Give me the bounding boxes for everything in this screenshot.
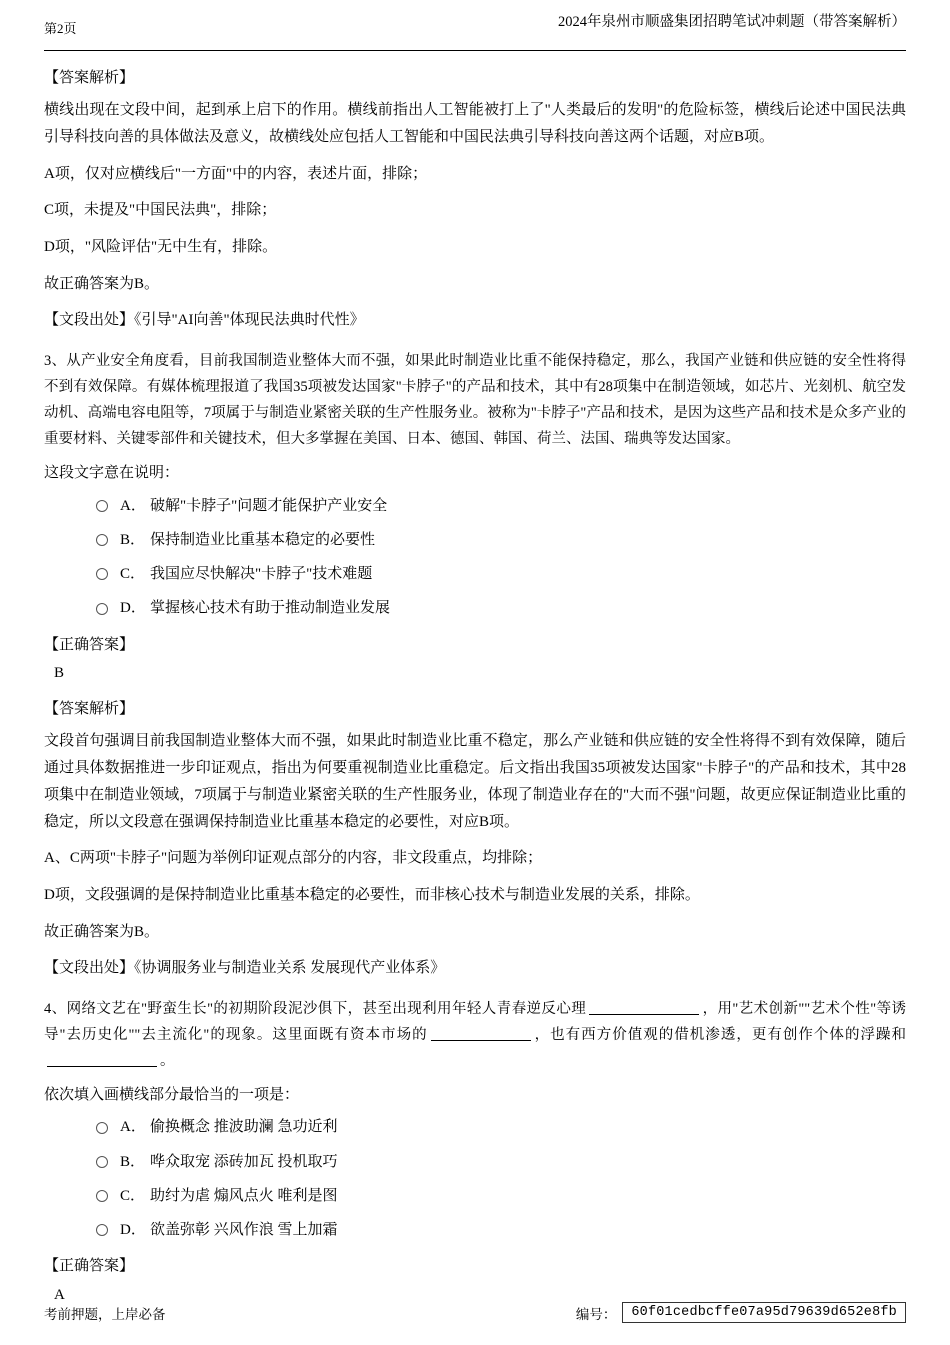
radio-icon[interactable] [96, 1190, 108, 1202]
question-4-answer-label: 【正确答案】 [44, 1258, 135, 1275]
page-number: 第2页 [44, 20, 77, 36]
radio-icon[interactable] [96, 1156, 108, 1168]
question-3-prompt: 这段文字意在说明： [44, 465, 180, 481]
question-4-stem-part-4: 。 [160, 1052, 175, 1069]
option-text: 破解"卡脖子"问题才能保护产业安全 [150, 497, 388, 514]
document-title: 2024年泉州市顺盛集团招聘笔试冲刺题（带答案解析） [558, 14, 906, 30]
analysis-paragraph-1: 横线出现在文段中间，起到承上启下的作用。横线前指出人工智能被打上了"人类最后的发明"的危险标签，横线后论述中国民法典引导科技向善的具体做法及意义，故横线处应包括人工智能和中国民法典引导科技向善这两个话题，对应B项。 [44, 102, 906, 145]
option-letter: A． [120, 1119, 146, 1136]
question-4-option-b[interactable] [44, 1149, 906, 1175]
option-letter: C． [120, 566, 146, 583]
header-divider [44, 50, 906, 51]
page-header [44, 0, 906, 44]
option-text: 我国应尽快解决"卡脖子"技术难题 [150, 566, 373, 583]
question-3-option-c[interactable] [44, 561, 906, 587]
question-4-stem-part-2: ，用"艺术创新""艺术个性"等诱导"去历史化""去主流化"的现象。这里面既有资本市场的 [44, 1000, 906, 1043]
analysis-paragraph-3: C项，未提及"中国民法典"，排除； [44, 202, 277, 219]
footer-code [576, 1302, 906, 1323]
radio-icon[interactable] [96, 1224, 108, 1236]
question-3-option-d[interactable] [44, 595, 906, 621]
question-3-analysis-conclusion: 故正确答案为B。 [44, 923, 160, 940]
fill-blank-1 [589, 1014, 699, 1015]
analysis-conclusion-1: 故正确答案为B。 [44, 275, 160, 292]
page-footer [44, 1302, 906, 1323]
document-content [44, 65, 906, 1308]
question-4-option-d[interactable] [44, 1217, 906, 1243]
analysis-paragraph-4: D项，"风险评估"无中生有，排除。 [44, 239, 278, 255]
question-4-stem-part-3: ，也有西方价值观的借机渗透，更有创作个体的浮躁和 [533, 1026, 906, 1043]
option-letter: C． [120, 1187, 146, 1204]
footer-note: 考前押题，上岸必备 [44, 1306, 166, 1322]
option-text: 助纣为虐 煽风点火 唯利是图 [150, 1187, 338, 1204]
option-text: 偷换概念 推波助澜 急功近利 [150, 1119, 338, 1136]
radio-icon[interactable] [96, 603, 108, 615]
option-letter: D． [120, 600, 146, 617]
question-3-analysis-label: 【答案解析】 [44, 701, 135, 718]
radio-icon[interactable] [96, 500, 108, 512]
question-3-analysis-paragraph-1: 文段首句强调目前我国制造业整体大而不强，如果此时制造业比重不稳定，那么产业链和供应链的安全性将得不到有效保障，随后通过具体数据推进一步印证观点，指出为何要重视制造业比重稳定。后文指出我国35项被发达国家"卡脖子"的产品和技术，其中28项集中在制造业领域，7项属于与制造业紧密关联的生产性服务业，体现了制造业存在的"大而不强"问题，故更应保证制造业比重的稳定，所以文段意在强调保持制造业比重基本稳定的必要性，对应B项。 [44, 733, 906, 830]
question-3-option-b[interactable] [44, 527, 906, 553]
source-reference-2: 【文段出处】《协调服务业与制造业关系 发展现代产业体系》 [44, 960, 446, 977]
question-4-options [44, 1114, 906, 1243]
question-4-stem-part-1: 4、网络文艺在"野蛮生长"的初期阶段泥沙俱下，甚至出现利用年轻人青春逆反心理 [44, 1000, 587, 1017]
fill-blank-3 [47, 1066, 157, 1067]
question-3-stem: 3、从产业安全角度看，目前我国制造业整体大而不强，如果此时制造业比重不能保持稳定，那么，我国产业链和供应链的安全性将得不到有效保障。有媒体梳理报道了我国35项被发达国家"卡脖子"的产品和技术，其中有28项集中在制造领域，如芯片、光刻机、航空发动机、高端电容电阻等，7项属于与制造业紧密关联的生产性服务业。被称为"卡脖子"产品和技术，是因为这些产品和技术是众多产业的重要材料、关键零部件和关键技术，但大多掌握在美国、日本、德国、韩国、荷兰、法国、瑞典等发达国家。 [44, 352, 906, 447]
option-text: 哗众取宠 添砖加瓦 投机取巧 [150, 1153, 338, 1170]
question-3-answer-value: B [54, 664, 65, 681]
option-text: 保持制造业比重基本稳定的必要性 [150, 531, 376, 548]
question-3-analysis-paragraph-3: D项，文段强调的是保持制造业比重基本稳定的必要性，而非核心技术与制造业发展的关系，排除。 [44, 886, 700, 903]
option-text: 欲盖弥彰 兴风作浪 雪上加霜 [150, 1222, 338, 1239]
question-4-option-c[interactable] [44, 1183, 906, 1209]
radio-icon[interactable] [96, 568, 108, 580]
question-4-answer-value: A [54, 1286, 65, 1303]
answer-analysis-label-1: 【答案解析】 [44, 70, 135, 86]
question-4-stem [44, 996, 906, 1074]
fill-blank-2 [431, 1040, 531, 1041]
option-letter: B． [120, 1153, 146, 1170]
question-3-options [44, 493, 906, 622]
question-3-option-a[interactable] [44, 493, 906, 519]
option-letter: B． [120, 531, 146, 548]
option-letter: A． [120, 497, 146, 514]
code-value: 60f01cedbcffe07a95d79639d652e8fb [622, 1302, 906, 1323]
code-label: 编号： [575, 1306, 617, 1322]
question-3-answer-label: 【正确答案】 [44, 636, 135, 653]
option-letter: D． [120, 1222, 146, 1239]
analysis-paragraph-2: A项，仅对应横线后"一方面"中的内容，表述片面，排除； [44, 165, 428, 182]
question-3-analysis-paragraph-2: A、C两项"卡脖子"问题为举例印证观点部分的内容，非文段重点，均排除； [44, 850, 543, 867]
option-text: 掌握核心技术有助于推动制造业发展 [150, 600, 391, 617]
source-reference-1: 【文段出处】《引导"AI向善"体现民法典时代性》 [44, 312, 365, 329]
question-4-prompt: 依次填入画横线部分最恰当的一项是： [44, 1086, 300, 1103]
radio-icon[interactable] [96, 534, 108, 546]
radio-icon[interactable] [96, 1122, 108, 1134]
question-4-option-a[interactable] [44, 1114, 906, 1140]
